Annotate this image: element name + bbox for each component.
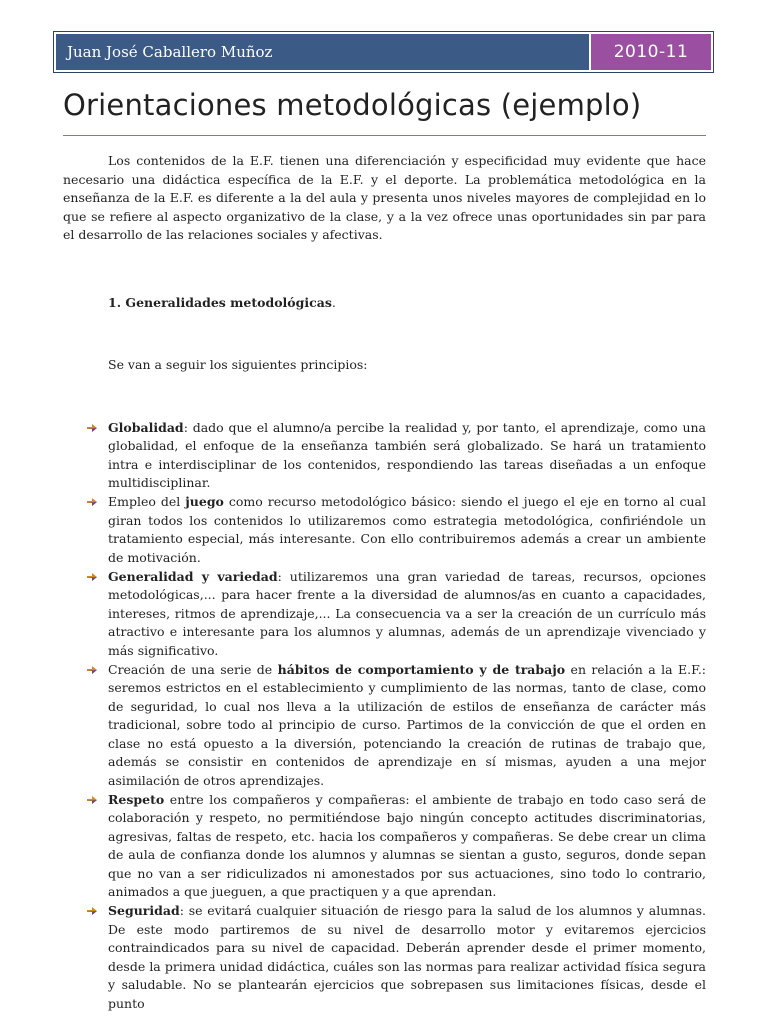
- bullet-text: como recurso metodológico básico: siendo el juego el eje en torno al cual giran todos los contenidos lo utilizaremos como estrategia metodológica, confiriéndole un tratamiento especial, más interesante. Con ello contribuiremos además a crear un ambiente de motivación.: [108, 494, 706, 565]
- principles-list: [63, 419, 706, 1014]
- list-item: [63, 791, 706, 902]
- bullet-text: en relación a la E.F.: seremos estrictos en el establecimiento y cumplimiento de las normas, tanto de clase, como de seguridad, lo cual nos lleva a la utilización de estilos de enseñanza de carácter más tradicional, sobre todo al principio de curso. Partimos de la convicción de que el orden en clase no está opuesto a la diversión, potenciando la creación de rutinas de trabajo que, además se consistir en contenidos de aprendizaje en sí mismas, ayuden a una mejor asimilación de otros aprendizajes.: [108, 661, 707, 788]
- bullet-keyword: Seguridad: [108, 903, 180, 918]
- bullet-pre: Empleo del: [108, 494, 186, 509]
- title-divider: [63, 135, 706, 136]
- list-item: [63, 419, 706, 493]
- section-heading-text: 1. Generalidades metodológicas: [108, 294, 332, 310]
- list-item: [63, 493, 706, 567]
- document-body: [63, 152, 706, 1014]
- bullet-arrow-icon: [86, 794, 98, 806]
- header-author: Juan José Caballero Muñoz: [54, 32, 591, 72]
- section-heading-suffix: .: [331, 294, 336, 310]
- bullet-arrow-icon: [86, 422, 98, 434]
- bullet-pre: Creación de una serie de: [108, 661, 278, 677]
- bullet-text: : utilizaremos una gran variedad de tareas, recursos, opciones metodológicas,... para hacer frente a la diversidad de alumnos/as en cuanto a capacidades, intereses, ritmos de aprendizaje,... La consecuencia va a ser la creación de un currículo más atractivo e interesante para los alumnos y alumnas, además de un aprendizaje vivenciado y más significativo.: [108, 568, 706, 658]
- bullet-text: : dado que el alumno/a percibe la realidad y, por tanto, el aprendizaje, como una globalidad, el enfoque de la enseñanza también será globalizado. Se hará un tratamiento intra e interdisciplinar de los contenidos, respondiendo las tareas diseñadas a un enfoque multidisciplinar.: [108, 419, 706, 490]
- header-year: 2010-11: [591, 32, 713, 72]
- section-lead: Se van a seguir los siguientes principios:: [108, 357, 368, 372]
- document-header: [53, 31, 714, 73]
- bullet-arrow-icon: [86, 571, 98, 583]
- page-title: Orientaciones metodológicas (ejemplo): [63, 88, 642, 122]
- bullet-arrow-icon: [86, 905, 98, 917]
- bullet-text: : se evitará cualquier situación de riesgo para la salud de los alumnos y alumnas. De este modo partiremos de su nivel de desarrollo motor y evitaremos ejercicios contraindicados para su nivel de capacidad. Deberán aprender desde el primer momento, desde la primera unidad didáctica, cuáles son las normas para realizar actividad física segura y saludable. No se plantearán ejercicios que sobrepasen sus limitaciones físicas, desde el punto: [108, 903, 706, 1011]
- bullet-keyword: Generalidad y variedad: [108, 568, 278, 584]
- section-heading: [108, 294, 706, 313]
- bullet-arrow-icon: [86, 664, 98, 676]
- intro-paragraph: Los contenidos de la E.F. tienen una diferenciación y especificidad muy evidente que hace necesario una didáctica específica de la E.F. y el deporte. La problemática metodológica en la enseñanza de la E.F. es diferente a la del aula y presenta unos niveles mayores de complejidad en lo que se refiere al aspecto organizativo de la clase, y a la vez ofrece unas oportunidades sin par para el desarrollo de las relaciones sociales y afectivas.: [63, 153, 706, 242]
- bullet-keyword: Respeto: [108, 791, 165, 807]
- bullet-arrow-icon: [86, 496, 98, 508]
- list-item: [63, 568, 706, 661]
- list-item: [63, 902, 706, 1013]
- list-item: [63, 661, 706, 791]
- bullet-keyword: hábitos de comportamiento y de trabajo: [277, 661, 566, 677]
- bullet-text: entre los compañeros y compañeras: el ambiente de trabajo en todo caso será de colaboración y respeto, no permitiéndose bajo ningún concepto actitudes discriminatorias, agresivas, faltas de respeto, etc. hacia los compañeros y compañeras. Se debe crear un clima de aula de confianza donde los alumnos y alumnas se sientan a gusto, seguros, donde sepan que no van a ser ridiculizados ni amonestados por sus actuaciones, sino todo lo contrario, animados a que jueguen, a que practiquen y a que aprendan.: [108, 791, 706, 899]
- bullet-keyword: juego: [185, 494, 224, 509]
- bullet-keyword: Globalidad: [108, 419, 184, 435]
